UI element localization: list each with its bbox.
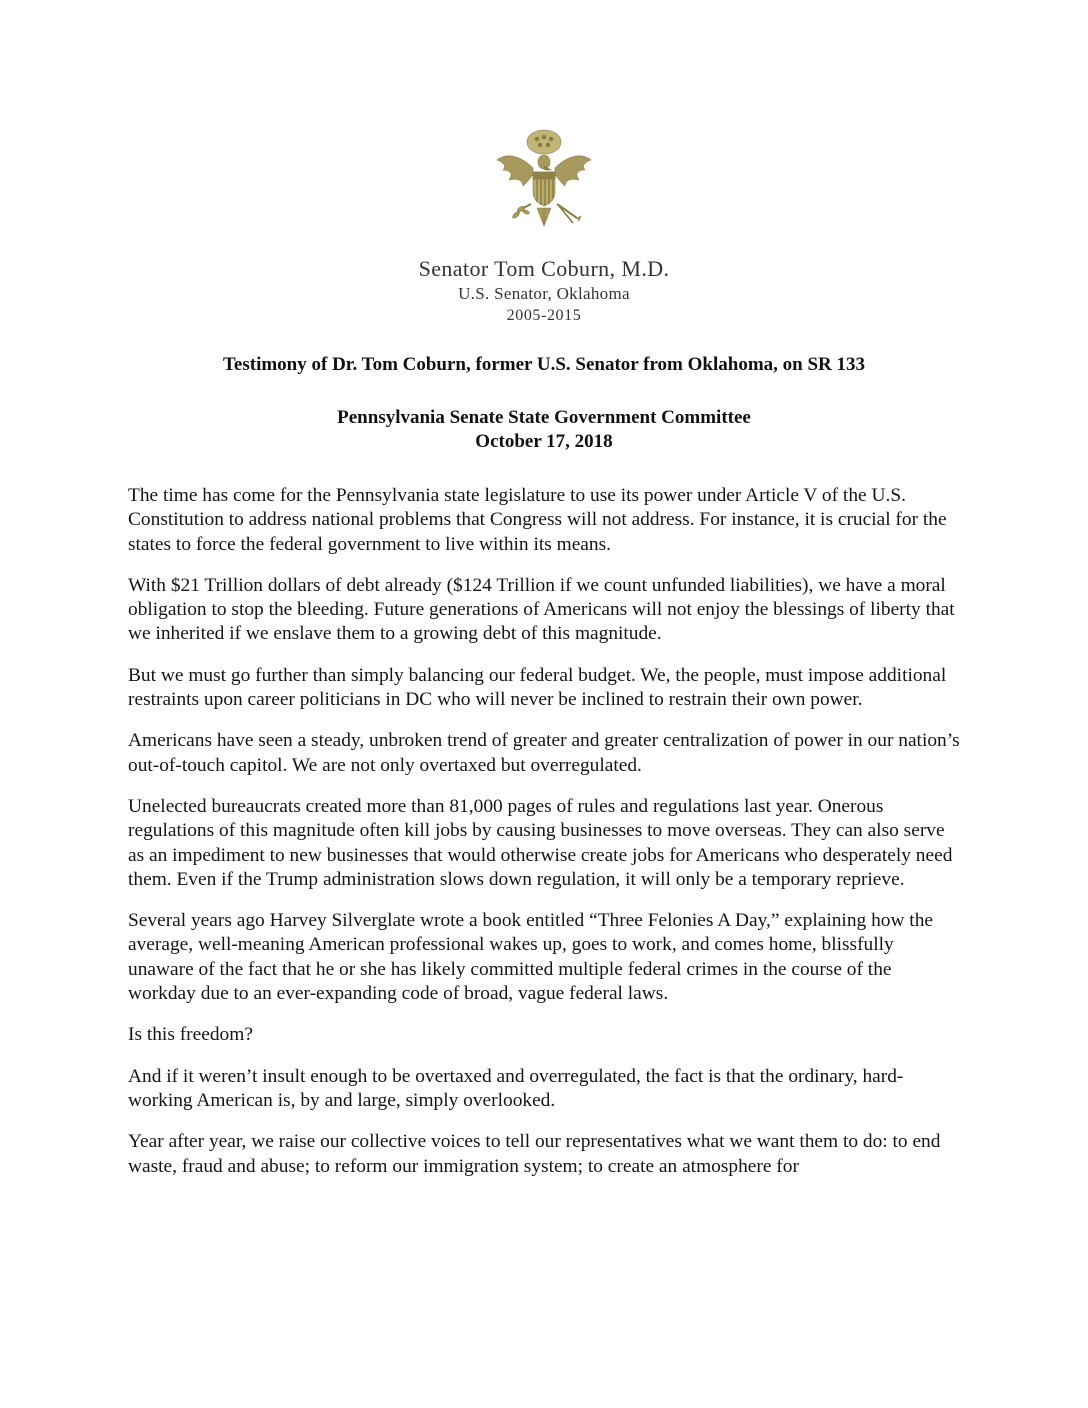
paragraph: Americans have seen a steady, unbroken trend of greater and greater centralization of power in our nation’s out-of-touch capitol. We are not only overtaxed but overregulated. (128, 730, 960, 776)
letterhead-name: Senator Tom Coburn, M.D. (418, 256, 670, 281)
committee-heading: Pennsylvania Senate State Government Committee (337, 407, 751, 428)
paragraph: With $21 Trillion dollars of debt already ($124 Trillion if we count unfunded liabilities), we have a moral obligation to stop the bleeding. Future generations of Americans will not enjoy the blessings of liberty that we inherited if we enslave them to a growing debt of this magnitude. (128, 574, 955, 645)
paragraph: Unelected bureaucrats created more than 81,000 pages of rules and regulations last year. Onerous regulations of this magnitude often kill jobs by causing businesses to move overseas. They can also serve as an impediment to new businesses that would otherwise create jobs for Americans who desperately need them. Even if the Trump administration slows down regulation, it will only be a temporary reprieve. (128, 795, 953, 890)
great-seal-eagle-icon (493, 126, 595, 236)
date-heading: October 17, 2018 (475, 431, 613, 452)
letterhead-years: 2005-2015 (506, 307, 582, 324)
testimony-body (128, 484, 964, 1196)
letterhead-title: U.S. Senator, Oklahoma (458, 284, 630, 303)
paragraph: And if it weren’t insult enough to be overtaxed and overregulated, the fact is that the ordinary, hard-working American is, by and large, simply overlooked. (128, 1065, 904, 1111)
paragraph: But we must go further than simply balancing our federal budget. We, the people, must impose additional restraints upon career politicians in DC who will never be inclined to restrain their own power. (128, 664, 947, 711)
paragraph: Several years ago Harvey Silverglate wrote a book entitled “Three Felonies A Day,” explaining how the average, well-meaning American professional wakes up, goes to work, and comes home, blissfully unaware of the fact that he or she has likely committed multiple federal crimes in the course of the workday due to an ever-expanding code of broad, vague federal laws. (128, 910, 933, 1005)
paragraph: Year after year, we raise our collective voices to tell our representatives what we want them to do: to end waste, fraud and abuse; to reform our immigration system; to create an atmosphere for (128, 1131, 941, 1177)
testimony-heading: Testimony of Dr. Tom Coburn, former U.S. Senator from Oklahoma, on SR 133 (222, 354, 865, 375)
paragraph: Is this freedom? (128, 1024, 253, 1046)
paragraph: The time has come for the Pennsylvania state legislature to use its power under Article V of the U.S. Constitution to address national problems that Congress will not address. For instance, it is crucial for the states to force the federal government to live within its means. (128, 485, 947, 555)
